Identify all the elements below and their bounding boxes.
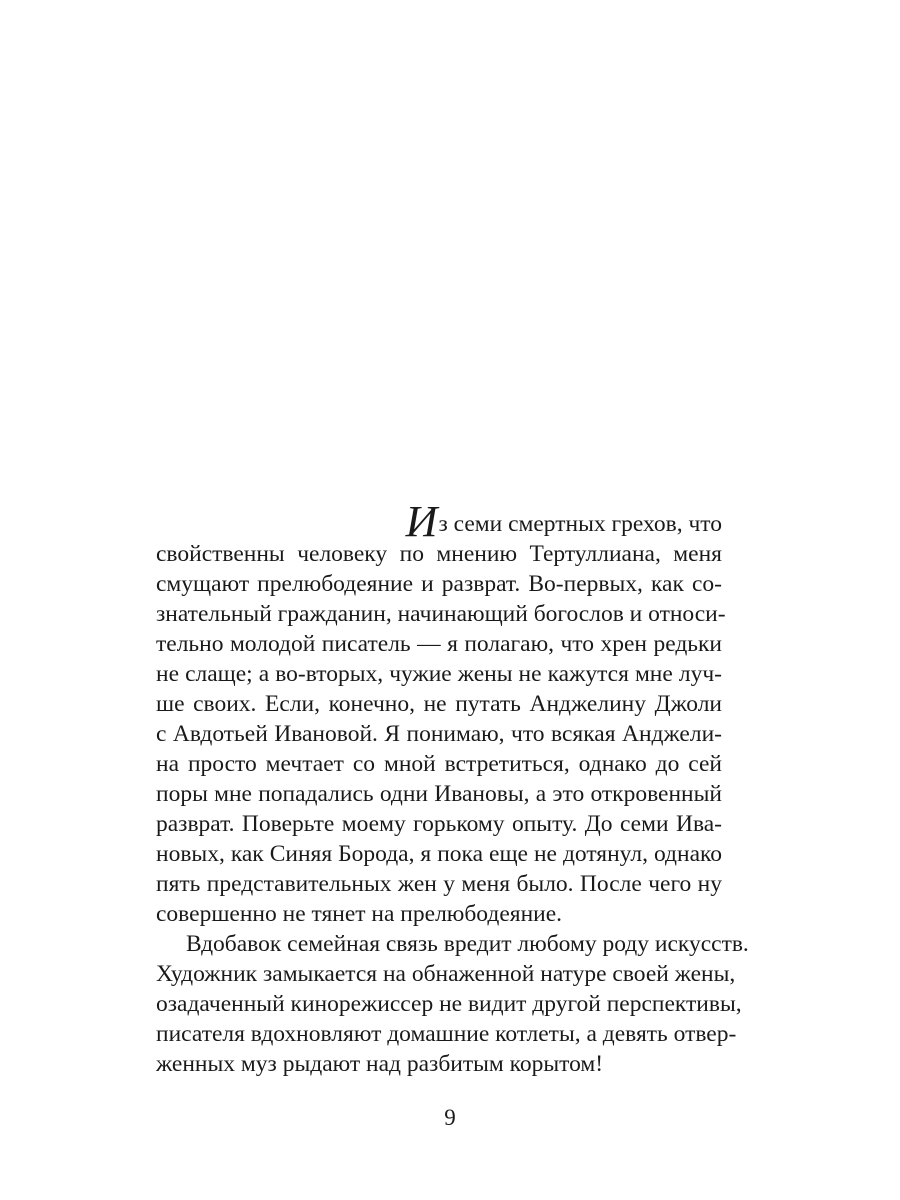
paragraph1-line: не слаще; а во-вторых, чужие жены не кажутся мне луч-: [156, 661, 722, 687]
paragraph1-line: тельно молодой писатель — я полагаю, что хрен редьки: [156, 631, 722, 657]
paragraph1-line: поры мне попадались одни Ивановы, а это откровенный: [156, 781, 722, 807]
paragraph-1: [156, 539, 726, 929]
opening-line-text: з семи смертных грехов, что: [438, 511, 722, 537]
paragraph1-line: разврат. Поверьте моему горькому опыту. До семи Ива-: [156, 811, 722, 837]
paragraph1-line: знательный гражданин, начинающий богослов и относи-: [156, 601, 726, 627]
paragraph2-line: писателя вдохновляют домашние котлеты, а девять отвер-: [156, 1021, 737, 1047]
paragraph1-line: свойственны человеку по мнению Тертуллиана, меня: [156, 541, 722, 567]
paragraph2-line: женных муз рыдают над разбитым корытом!: [156, 1051, 604, 1077]
paragraph1-line: пять представительных жен у меня было. После чего ну: [156, 871, 722, 897]
body-text: [156, 497, 749, 1079]
paragraph1-line: ше своих. Если, конечно, не путать Анджелину Джоли: [156, 691, 722, 717]
page-number: 9: [444, 1105, 456, 1130]
paragraph2-line: Художник замыкается на обнаженной натуре своей жены,: [156, 961, 736, 987]
paragraph-2: [156, 929, 749, 1079]
paragraph1-line: смущают прелюбодеяние и разврат. Во-первых, как со-: [156, 571, 722, 597]
paragraph1-line: на просто мечтает со мной встретиться, однако до сей: [156, 751, 722, 777]
drop-cap: И: [405, 497, 438, 546]
paragraph1-line: новых, как Синяя Борода, я пока еще не дотянул, однако: [156, 841, 722, 867]
paragraph2-line: Вдобавок семейная связь вредит любому роду искусств.: [186, 931, 749, 957]
paragraph1-line: совершенно не тянет на прелюбодеяние.: [156, 901, 563, 927]
paragraph2-line: озадаченный кинорежиссер не видит другой перспективы,: [156, 991, 742, 1017]
paragraph1-line: с Авдотьей Ивановой. Я понимаю, что всякая Анджели-: [156, 721, 722, 747]
opening-line: [156, 497, 722, 546]
